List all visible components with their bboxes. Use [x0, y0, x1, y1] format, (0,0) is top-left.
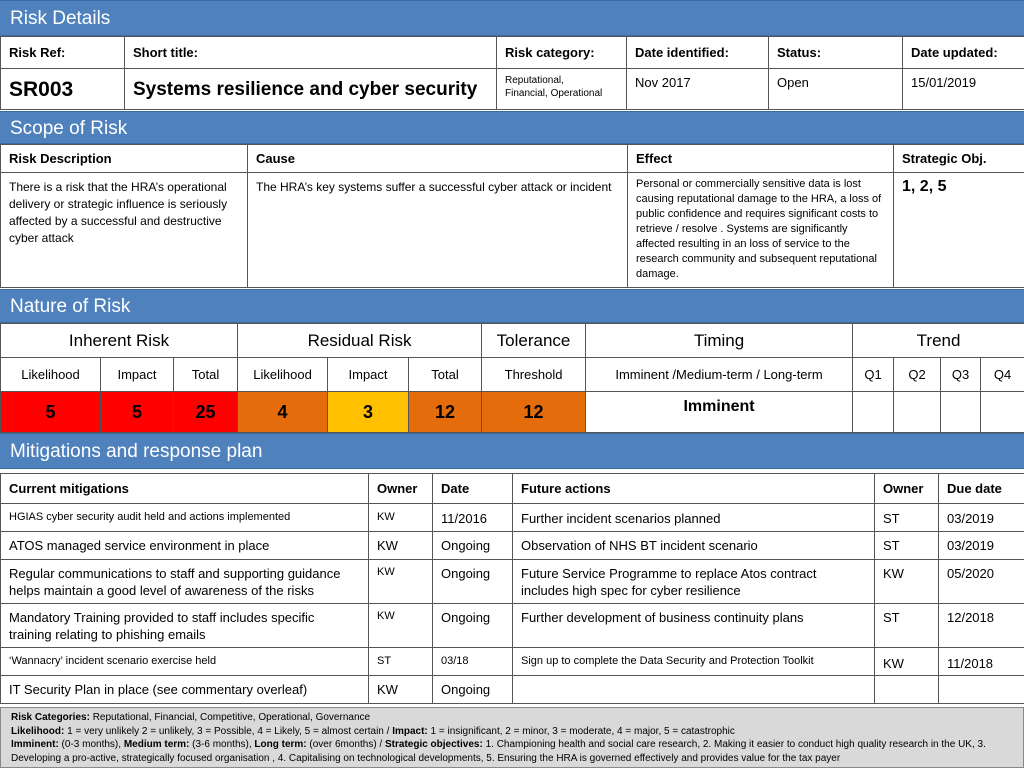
future-action-cell — [513, 676, 875, 704]
legend-likelihood-label: Likelihood: — [11, 725, 65, 737]
date-identified-label: Date identified: — [627, 37, 769, 69]
owner-cell: KW — [369, 532, 433, 560]
residual-impact-label: Impact — [328, 358, 409, 392]
mitigation-row — [1, 648, 1024, 676]
trend-q1-label: Q1 — [853, 358, 894, 392]
timing-label: Imminent /Medium-term / Long-term — [586, 358, 853, 392]
date-cell: Ongoing — [433, 676, 513, 704]
trend-q4-label: Q4 — [981, 358, 1024, 392]
cause-label: Cause — [248, 145, 628, 173]
due-date-cell: 03/2019 — [939, 532, 1024, 560]
short-title-label: Short title: — [125, 37, 497, 69]
current-mitigation-cell: Mandatory Training provided to staff includes specific training relating to phishing emails — [1, 604, 369, 648]
residual-total-label: Total — [409, 358, 482, 392]
nature-table — [0, 323, 1024, 433]
current-mitigation-cell: ‘Wannacry’ incident scenario exercise held — [1, 648, 369, 676]
legend-risk-categories-label: Risk Categories: — [11, 712, 90, 723]
date-cell: Ongoing — [433, 604, 513, 648]
residual-impact-score: 3 — [328, 392, 409, 433]
current-mitigation-cell: HGIAS cyber security audit held and actions implemented — [1, 504, 369, 532]
risk-category-line-2: Financial, Operational — [505, 88, 603, 99]
short-title-value: Systems resilience and cyber security — [125, 69, 497, 110]
tolerance-threshold-score: 12 — [482, 392, 586, 433]
owner-cell: KW — [369, 504, 433, 532]
scope-header: Scope of Risk — [0, 111, 1024, 144]
owner-cell: KW — [369, 676, 433, 704]
mitigations-header: Mitigations and response plan — [0, 433, 1024, 469]
legend-footer — [0, 707, 1024, 768]
risk-description-label: Risk Description — [1, 145, 248, 173]
due-date-cell: 05/2020 — [939, 560, 1024, 604]
date-cell: 11/2016 — [433, 504, 513, 532]
residual-likelihood-label: Likelihood — [238, 358, 328, 392]
trend-q3-label: Q3 — [941, 358, 981, 392]
timing-heading: Timing — [586, 324, 853, 358]
strategic-obj-label: Strategic Obj. — [894, 145, 1024, 173]
risk-details-header: Risk Details — [0, 0, 1024, 36]
legend-imminent-text: (0-3 months), — [58, 739, 124, 750]
mitigation-row — [1, 676, 1024, 704]
strategic-obj-value: 1, 2, 5 — [894, 173, 1024, 288]
current-mitigations-label: Current mitigations — [1, 474, 369, 504]
mitigation-row — [1, 504, 1024, 532]
mitigations-table — [0, 473, 1024, 704]
due-date-label: Due date — [939, 474, 1024, 504]
inherent-impact-label: Impact — [101, 358, 174, 392]
mitigation-row — [1, 604, 1024, 648]
inherent-risk-heading: Inherent Risk — [1, 324, 238, 358]
future-owner-cell: KW — [875, 648, 939, 676]
legend-risk-categories — [11, 711, 1013, 725]
date-identified-value: Nov 2017 — [627, 69, 769, 110]
inherent-likelihood-score: 5 — [1, 392, 101, 433]
future-owner-cell: ST — [875, 504, 939, 532]
risk-ref-label: Risk Ref: — [1, 37, 125, 69]
residual-risk-heading: Residual Risk — [238, 324, 482, 358]
future-owner-label: Owner — [875, 474, 939, 504]
mitigation-row — [1, 532, 1024, 560]
date-updated-label: Date updated: — [903, 37, 1024, 69]
owner-label: Owner — [369, 474, 433, 504]
inherent-impact-score: 5 — [101, 392, 174, 433]
future-action-cell: Sign up to complete the Data Security and Protection Toolkit — [513, 648, 875, 676]
owner-cell: ST — [369, 648, 433, 676]
due-date-cell: 11/2018 — [939, 648, 1024, 676]
nature-header: Nature of Risk — [0, 289, 1024, 323]
trend-q3-value — [941, 392, 981, 433]
legend-risk-categories-text: Reputational, Financial, Competitive, Operational, Governance — [89, 712, 371, 723]
legend-impact-label: Impact: — [392, 725, 428, 737]
date-label: Date — [433, 474, 513, 504]
legend-imminent-label: Imminent: — [11, 739, 59, 750]
inherent-likelihood-label: Likelihood — [1, 358, 101, 392]
timing-value: Imminent — [586, 392, 853, 433]
residual-total-score: 12 — [409, 392, 482, 433]
trend-q4-value — [981, 392, 1024, 433]
threshold-label: Threshold — [482, 358, 586, 392]
risk-category-line-1: Reputational, — [505, 75, 564, 86]
risk-category-label: Risk category: — [497, 37, 627, 69]
legend-timing-objectives — [11, 738, 1013, 765]
date-cell: Ongoing — [433, 532, 513, 560]
risk-details-table — [0, 36, 1024, 110]
future-owner-cell: ST — [875, 604, 939, 648]
legend-impact-text: 1 = insignificant, 2 = minor, 3 = moderate, 4 = major, 5 = catastrophic — [427, 725, 735, 737]
inherent-total-label: Total — [174, 358, 238, 392]
residual-likelihood-score: 4 — [238, 392, 328, 433]
trend-heading: Trend — [853, 324, 1024, 358]
date-cell: Ongoing — [433, 560, 513, 604]
owner-cell: KW — [369, 560, 433, 604]
legend-likelihood-impact — [11, 725, 1013, 739]
legend-strategic-label: Strategic objectives: — [384, 739, 483, 750]
legend-likelihood-text: 1 = very unlikely 2 = unlikely, 3 = Possible, 4 = Likely, 5 = almost certain / — [64, 725, 393, 737]
mitigation-row — [1, 560, 1024, 604]
owner-cell: KW — [369, 604, 433, 648]
cause-value: The HRA’s key systems suffer a successful cyber attack or incident — [248, 173, 628, 288]
effect-value: Personal or commercially sensitive data is lost causing reputational damage to the HRA, a loss of public confidence and requires significant costs to retrieve / resolve . Systems are significantly affected resulting in an loss of service to the research community and subsequent reputational damage. — [628, 173, 894, 288]
future-action-cell: Future Service Programme to replace Atos contract includes high spec for cyber resilience — [513, 560, 875, 604]
future-action-cell: Further incident scenarios planned — [513, 504, 875, 532]
risk-description-value: There is a risk that the HRA’s operational delivery or strategic influence is seriously affected by a successful and destructive cyber attack — [1, 173, 248, 288]
current-mitigation-cell: Regular communications to staff and supporting guidance helps maintain a good level of awareness of the risks — [1, 560, 369, 604]
trend-q2-label: Q2 — [894, 358, 941, 392]
date-updated-value: 15/01/2019 — [903, 69, 1024, 110]
future-owner-cell: KW — [875, 560, 939, 604]
future-owner-cell: ST — [875, 532, 939, 560]
due-date-cell: 03/2019 — [939, 504, 1024, 532]
legend-strategic-text: 1. Championing health and social care research, 2. Making it easier to conduct high quality research in the UK, 3. Developing a pro-active, strategically focused organisation , 4. Capitalising on technological developments, 5. Ensuring the HRA is governed effectively and provides value for the tax payer — [11, 739, 986, 764]
due-date-cell: 12/2018 — [939, 604, 1024, 648]
effect-label: Effect — [628, 145, 894, 173]
trend-q1-value — [853, 392, 894, 433]
status-label: Status: — [769, 37, 903, 69]
current-mitigation-cell: IT Security Plan in place (see commentary overleaf) — [1, 676, 369, 704]
risk-category-value — [497, 69, 627, 110]
current-mitigation-cell: ATOS managed service environment in place — [1, 532, 369, 560]
trend-q2-value — [894, 392, 941, 433]
future-owner-cell — [875, 676, 939, 704]
tolerance-heading: Tolerance — [482, 324, 586, 358]
future-action-cell: Further development of business continuity plans — [513, 604, 875, 648]
legend-long-label: Long term: — [254, 739, 307, 750]
status-value: Open — [769, 69, 903, 110]
legend-medium-label: Medium term: — [123, 739, 190, 750]
future-actions-label: Future actions — [513, 474, 875, 504]
legend-medium-text: (3-6 months), — [189, 739, 255, 750]
date-cell: 03/18 — [433, 648, 513, 676]
due-date-cell — [939, 676, 1024, 704]
future-action-cell: Observation of NHS BT incident scenario — [513, 532, 875, 560]
risk-ref-value: SR003 — [1, 69, 125, 110]
scope-table — [0, 144, 1024, 288]
inherent-total-score: 25 — [174, 392, 238, 433]
legend-long-text: (over 6months) / — [306, 739, 385, 750]
